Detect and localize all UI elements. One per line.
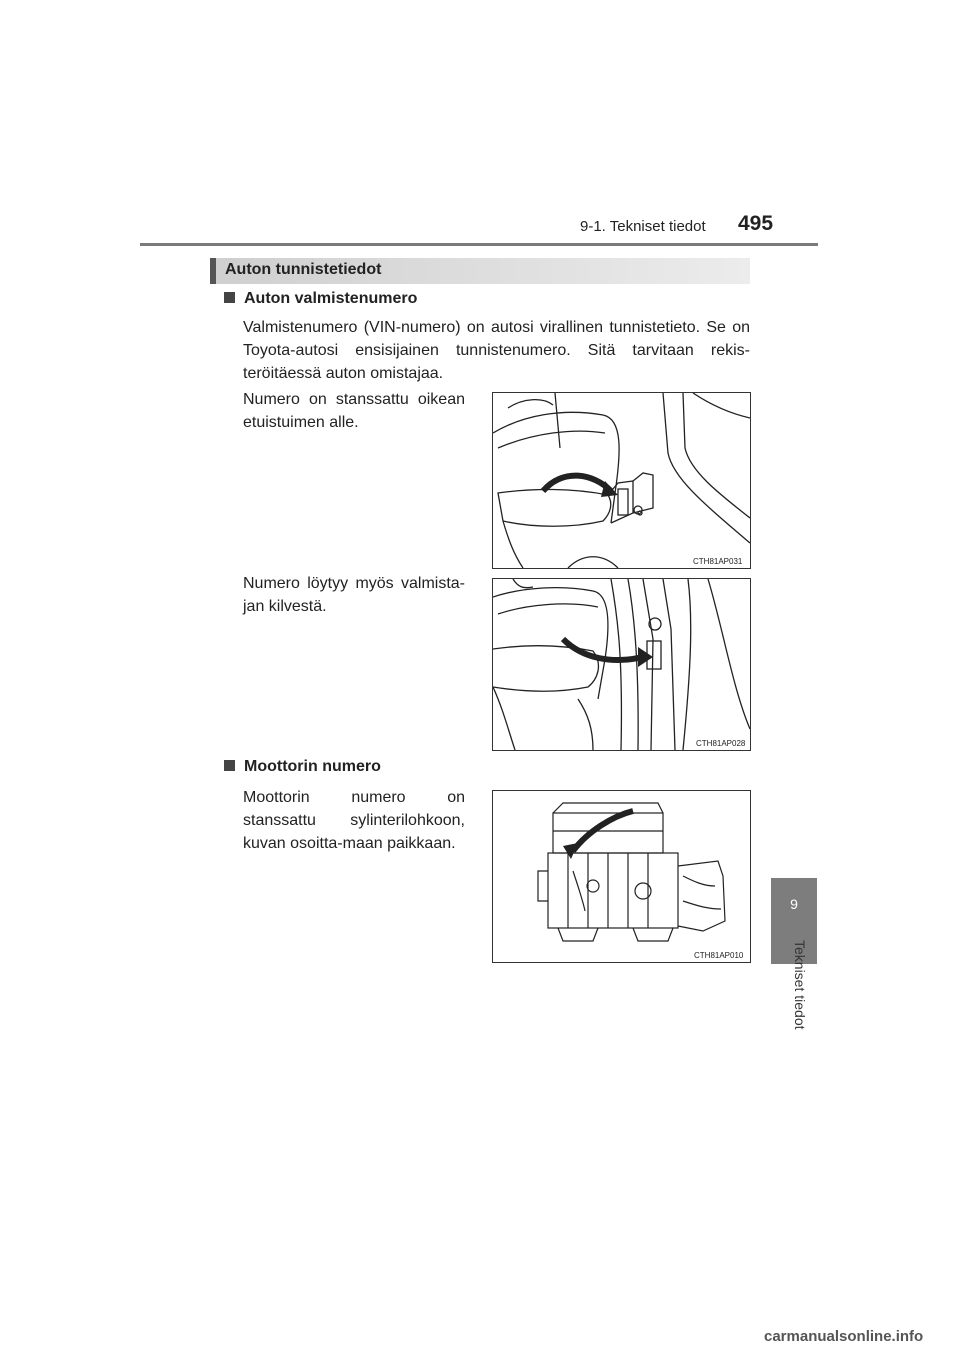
figure-vin-plate [492, 578, 751, 751]
figure-code-3: CTH81AP010 [694, 951, 744, 960]
section-bar-accent [210, 258, 216, 284]
engine-heading [224, 758, 381, 776]
square-bullet-icon [224, 760, 235, 771]
figure-engine-number [492, 790, 751, 963]
engine-heading-text: Moottorin numero [244, 758, 381, 775]
square-bullet-icon [224, 292, 235, 303]
chapter-number: 9 [790, 896, 798, 912]
vin-heading-text: Auton valmistenumero [244, 290, 418, 307]
header-rule [140, 243, 818, 246]
seat-illustration [493, 393, 750, 568]
figure-code-1: CTH81AP031 [693, 557, 743, 566]
section-title: Auton tunnistetiedot [225, 261, 382, 278]
door-pillar-illustration [493, 579, 750, 750]
page-number: 495 [738, 212, 774, 235]
watermark: carmanualsonline.info [764, 1328, 924, 1345]
vin-location-under-seat: Numero on stanssattu oikean etuistuimen alle. [243, 391, 465, 431]
vin-intro-paragraph: Valmistenumero (VIN-numero) on autosi virallinen tunnistetieto. Se on Toyota-autosi ensisijainen tunnistenumero. Sitä tarvitaan rekis-teröitäessä auton omistajaa. [243, 319, 750, 382]
figure-code-2: CTH81AP028 [696, 739, 746, 748]
vin-heading [224, 290, 417, 308]
engine-number-paragraph: Moottorin numero on stanssattu sylinterilohkoon, kuvan osoitta-maan paikkaan. [243, 789, 465, 852]
section-title-bar [210, 258, 750, 284]
chapter-label: Tekniset tiedot [792, 940, 808, 1030]
vin-location-plate: Numero löytyy myös valmista-jan kilvestä. [243, 575, 465, 615]
figure-vin-under-seat [492, 392, 751, 569]
engine-illustration [493, 791, 750, 962]
running-header-section: 9-1. Tekniset tiedot [580, 218, 706, 235]
